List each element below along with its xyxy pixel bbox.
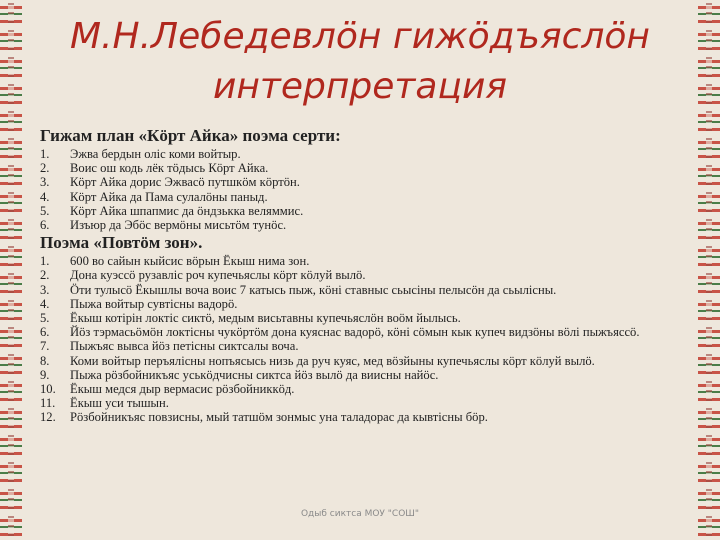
list-item: 10. Ёкыш медся дыр вермасис рӧзбойниккӧд. — [40, 382, 295, 397]
list-item: 2. Воис ош кодь лёк тӧдысь Кӧрт Айка. — [40, 161, 269, 176]
section2-list — [40, 254, 680, 424]
slide-title: М.Н.Лебедевлӧн гижӧдъяслӧн интерпретация — [70, 16, 650, 107]
list-item: 2. Дона куэссӧ рузавлiс роч купечьяслы кӧрт кӧлуй вылӧ. — [40, 268, 366, 283]
list-item: 8. Коми войтыр перъялiсны нопъясысь низь да руч куяс, мед вӧзйыны купечьяслы кӧрт кӧлуй вылӧ. — [40, 353, 595, 368]
list-item: 7. Пыжъяс вывса йӧз петiсны сиктсалы воча. — [40, 339, 299, 354]
slide-footer: Одыб сиктса МОУ "СОШ" — [300, 509, 420, 519]
slide-content — [40, 126, 680, 425]
list-item: 1. Эжва бердын олiс коми войтыр. — [40, 147, 241, 161]
section2-heading: Поэма «Повтӧм зон». — [40, 233, 203, 253]
list-item: 6. Йӧз тэрмасьӧмӧн локтiсны чукӧртӧм дона куяснас вадорӧ, кӧнi сӧмын кык купеч видзӧны вӧлi пыжъяссӧ. — [40, 325, 640, 340]
list-item: 3. Кӧрт Айка дорис Эжвасӧ путшкӧм кӧртӧн. — [40, 175, 300, 190]
decorative-border-right — [698, 0, 720, 540]
list-item: 6. Изъюр да Эбӧс вермӧны мисьтӧм тунӧс. — [40, 218, 287, 233]
section1-heading: Гижам план «Кӧрт Айка» поэма серти: — [40, 126, 341, 145]
decorative-border-left — [0, 0, 22, 540]
list-item: 3. Ӧти тулысӧ Ёкышлы воча воис 7 катысь пыж, кӧнi ставныс сьысiны пелысӧн да сьылiсны. — [40, 282, 557, 297]
list-item: 5. Кӧрт Айка шпапмис да ӧндзькка веляммис. — [40, 203, 304, 218]
list-item: 11. Ёкыш уси тышын. — [40, 396, 169, 411]
list-item: 12. Рӧзбойникъяс повзисны, мый татшӧм зонмыс уна таладорас да кывтiсны бӧр. — [40, 410, 488, 425]
list-item: 1. 600 во сайын кыйсис вӧрын Ёкыш нима зон. — [40, 254, 310, 269]
section1-list — [40, 147, 680, 232]
list-item: 9. Пыжа рӧзбойникъяс уськӧдчисны сиктса йӧз вылӧ да виисны найӧс. — [40, 367, 439, 382]
list-item: 5. Ёкыш котiрiн локтiс сиктӧ, медым висьтавны купечьяслӧн воӧм йылысь. — [40, 311, 461, 326]
list-item: 4. Пыжа войтыр сувтiсны вадорӧ. — [40, 296, 238, 311]
list-item: 4. Кӧрт Айка да Пама сулалӧны паныд. — [40, 189, 268, 204]
